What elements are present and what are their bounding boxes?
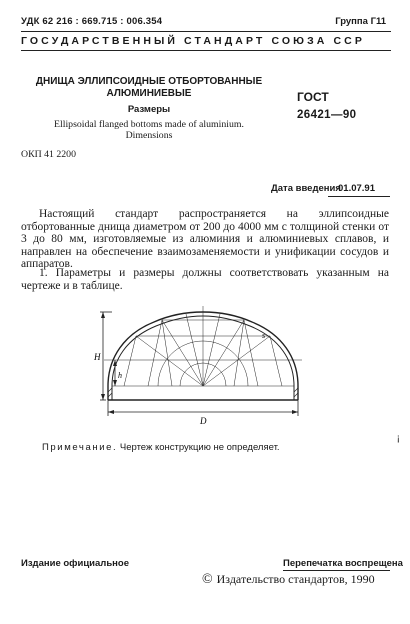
udk-code: УДК 62 216 : 669.715 : 006.354: [21, 16, 163, 27]
construction-lines: [104, 306, 302, 386]
title-line-2: АЛЮМИНИЕВЫЕ: [106, 88, 192, 99]
document-subtitle: Размеры: [127, 104, 171, 115]
drawing-note: [42, 442, 280, 453]
intro-date-value: 01.07.91: [338, 183, 375, 194]
document-title: [24, 76, 274, 100]
gost-number: 26421—90: [297, 109, 357, 121]
copyright-text: Издательство стандартов, 1990: [216, 572, 375, 586]
header-rule-top: [21, 31, 391, 32]
body-paragraph-1: Настоящий стандарт распространяется на эллипсоидные отбортованные днища диаметром от 200 до 4000 мм с толщиной стенки от 3 до 80 мм, изготовляемые из алюминия и алюминиевых сплавов, и направлен на обеспечение взаимозаменяемости и унификации сосудов и аппаратов.: [21, 208, 389, 271]
okp-code: ОКП 41 2200: [21, 149, 76, 160]
footer-rule: [283, 570, 390, 571]
english-title-line-2: Dimensions: [125, 130, 173, 141]
reprint-prohibited-label: Перепечатка воспрещена: [283, 558, 403, 569]
intro-date-label: Дата введения: [271, 183, 341, 194]
note-text: Чертеж конструкцию не определяет.: [119, 442, 280, 453]
body-paragraph-2: 1. Параметры и размеры должны соответствовать указанным на чертеже и в таблице.: [21, 267, 389, 292]
official-edition-label: Издание официальное: [21, 558, 129, 569]
state-standard-heading: ГОСУДАРСТВЕННЫЙ СТАНДАРТ СОЮЗА ССР: [21, 35, 365, 47]
note-label: Примечание.: [42, 442, 118, 453]
label-h-total: H: [94, 352, 101, 362]
intro-date-underline: [328, 196, 390, 197]
gost-label: ГОСТ: [297, 90, 329, 104]
english-title: [24, 119, 274, 141]
bottom-drawing: [96, 300, 310, 428]
copyright-line: [202, 572, 375, 588]
english-title-line-1: Ellipsoidal flanged bottoms made of aluminium.: [54, 119, 244, 130]
header-rule-bottom: [21, 50, 391, 51]
copyright-symbol: ©: [202, 572, 213, 587]
label-d: D: [200, 416, 207, 426]
title-line-1: ДНИЩА ЭЛЛИПСОИДНЫЕ ОТБОРТОВАННЫЕ: [35, 76, 263, 87]
margin-mark: ¡: [396, 433, 400, 444]
group-code: Группа Г11: [335, 16, 386, 27]
flange-hatching: [108, 388, 298, 397]
label-h: h: [118, 371, 122, 380]
label-s: s: [262, 331, 266, 340]
